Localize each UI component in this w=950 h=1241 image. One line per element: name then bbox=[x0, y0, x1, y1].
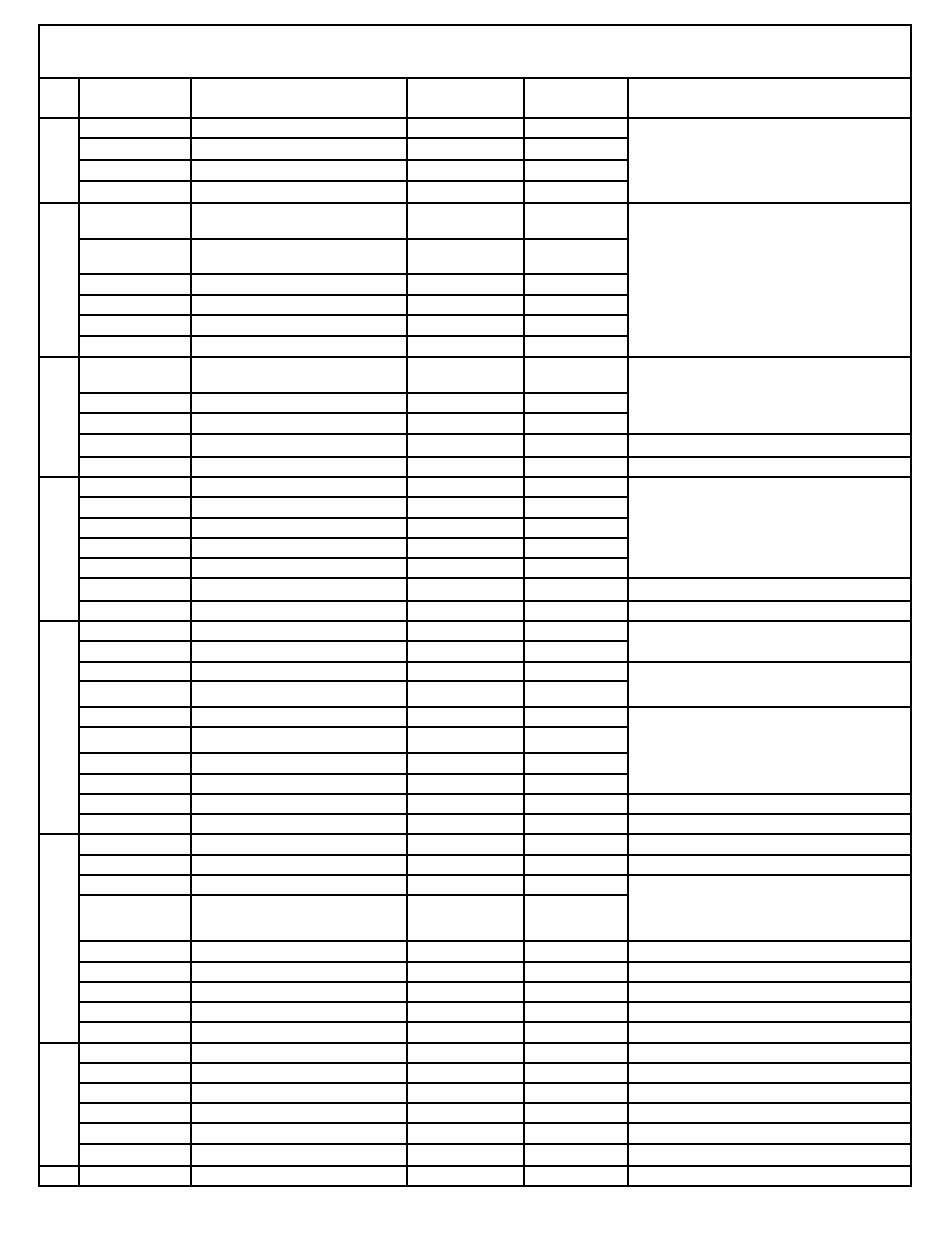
table-grid-lines bbox=[39, 25, 911, 1186]
